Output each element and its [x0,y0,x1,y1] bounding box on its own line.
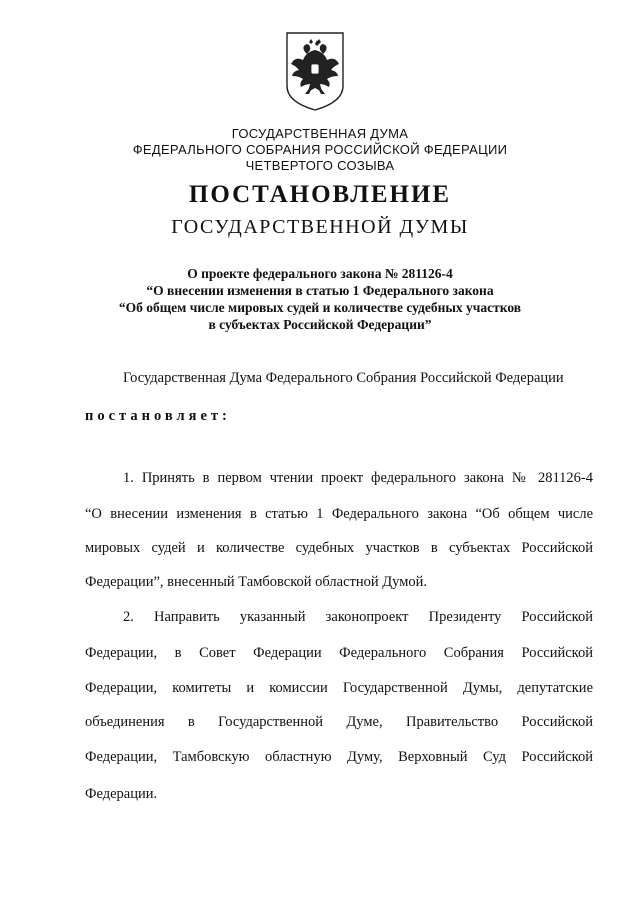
double-headed-eagle-icon [283,30,347,112]
subject-line: в субъектах Российской Федерации” [208,317,432,332]
state-emblem [283,30,347,112]
item-2-line: 2. Направить указанный законопроект Президенту Российской [123,609,593,625]
preamble: Государственная Дума Федерального Собрания Российской Федерации [123,370,564,386]
item-2-line: Федерации. [85,786,158,802]
subject-line: О проекте федерального закона № 281126-4 [187,266,453,281]
item-1-line: 1. Принять в первом чтении проект федерального закона № 281126-4 [123,470,593,486]
document-subtitle: ГОСУДАРСТВЕННОЙ ДУМЫ [171,216,469,238]
item-2-line: Федерации, Тамбовскую областную Думу, Верховный Суд Российской [85,749,593,765]
item-2-line: Федерации, комитеты и комиссии Государственной Думы, депутатские [85,680,593,696]
document-subject [0,265,640,333]
issuer-header [0,126,640,174]
item-2-line: объединения в Государственной Думе, Правительство Российской [85,714,593,730]
item-1-line: мировых судей и количестве судебных участков в субъектах Российской [85,540,593,556]
decree-word: постановляет: [85,408,231,424]
header-line: ГОСУДАРСТВЕННАЯ ДУМА [231,126,409,141]
header-line: ФЕДЕРАЛЬНОГО СОБРАНИЯ РОССИЙСКОЙ ФЕДЕРАЦИИ [132,142,508,157]
item-1-line: Федерации”, внесенный Тамбовской областной Думой. [85,574,428,590]
subject-line: “Об общем числе мировых судей и количестве судебных участков [118,300,522,315]
subject-line: “О внесении изменения в статью 1 Федерального закона [146,283,494,298]
item-1-line: “О внесении изменения в статью 1 Федерального закона “Об общем числе [85,506,593,522]
item-2-line: Федерации, в Совет Федерации Федерального Собрания Российской [85,645,593,661]
document-title: ПОСТАНОВЛЕНИЕ [188,181,452,208]
header-line: ЧЕТВЕРТОГО СОЗЫВА [245,158,395,173]
